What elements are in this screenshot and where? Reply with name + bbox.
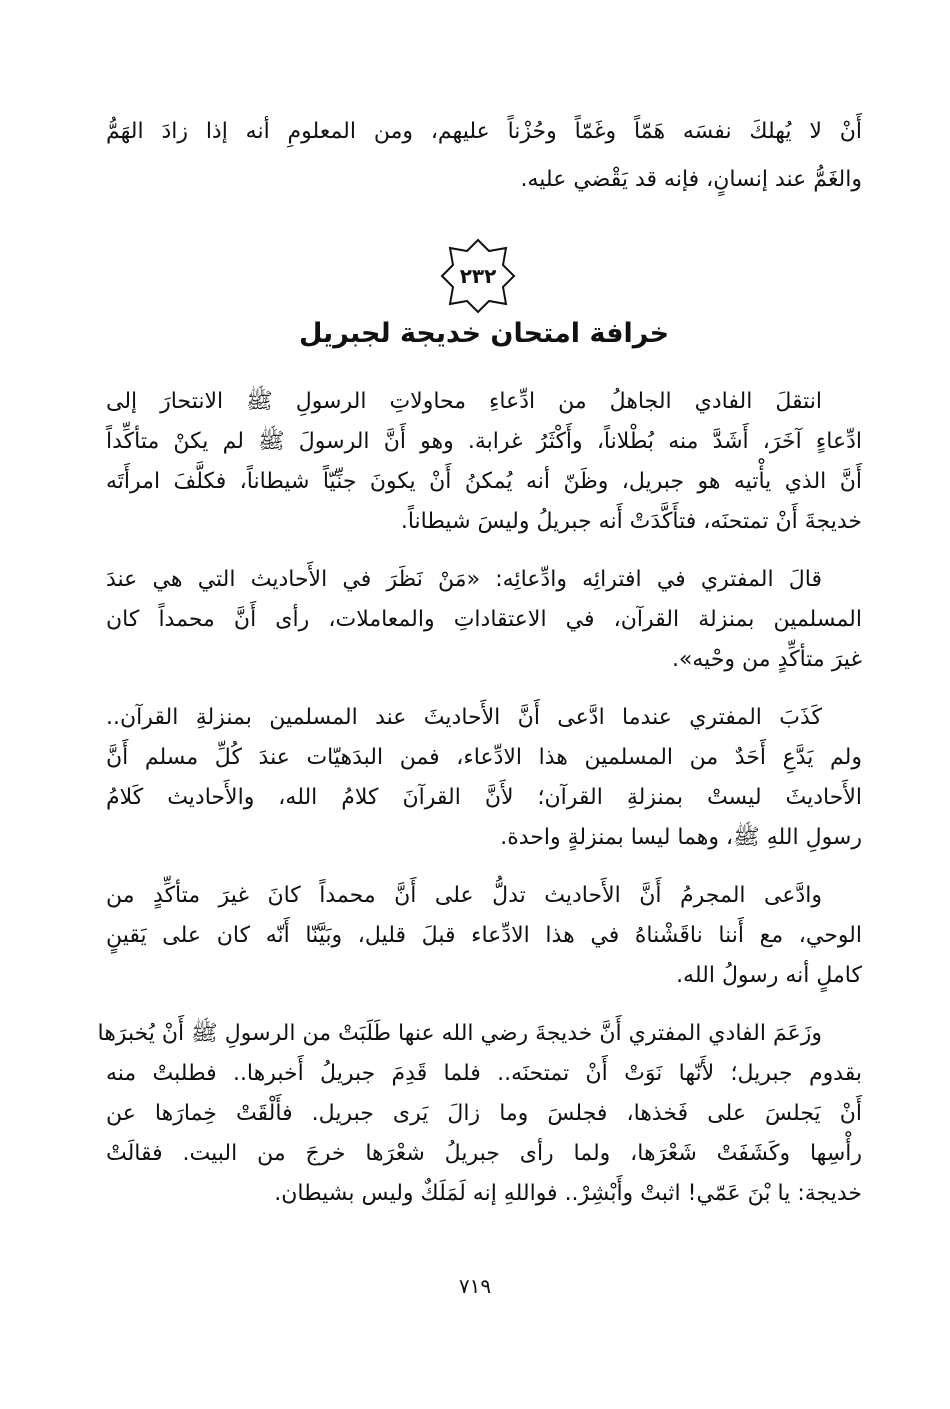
continuation-paragraph (106, 108, 862, 204)
text-line: كاملٍ أنه رسولُ الله. (676, 963, 862, 988)
paragraph (106, 560, 862, 680)
paragraph (106, 876, 862, 996)
text-line: والغَمُّ عند إنسانٍ، فإنه قد يَقْضي عليه. (520, 167, 862, 192)
text-line: المسلمين بمنزلة القرآن، في الاعتقاداتِ والمعاملات، رأى أَنَّ محمداً كان (106, 607, 862, 632)
section-number: ٢٣٢ (459, 264, 497, 288)
text-line: أَنَّ الذي يأْتيه هو جبريل، وظَنّ أنه يُمكنُ أَنْ يكونَ جنِّيّاً شيطاناً، فكلَّفَ امرأَتَه (106, 469, 862, 494)
text-line: وادَّعى المجرمُ أَنَّ الأَحاديث تدلُّ على أَنَّ محمداً كانَ غيرَ متأكِّدٍ من (106, 883, 822, 908)
text-line: خديجة: يا بْنَ عَمّي! اثبتْ وأَبْشِرْ.. فواللهِ إنه لَمَلَكٌ وليس بشيطان. (274, 1181, 862, 1206)
paragraph (106, 382, 862, 542)
text-line: كَذَبَ المفتري عندما ادَّعى أَنَّ الأَحاديثَ عند المسلمين بمنزلةِ القرآن.. (106, 705, 822, 730)
text-line: ادِّعاءٍ آخَرَ، أَشَدَّ منه بُطْلاناً، وأَكْثَرُ غرابة. وهو أَنَّ الرسولَ ﷺ لم يكنْ متأكِّداً (106, 429, 862, 454)
section-number-badge (438, 236, 518, 316)
text-line: ولم يَدَّعِ أَحَدٌ من المسلمين هذا الادِّعاء، فمن البدَهيّات عندَ كُلِّ مسلم أَنَّ (106, 745, 862, 770)
text-line: قالَ المفتري في افترائِه وادِّعائِه: «مَنْ نَظَرَ في الأَحاديث التي هي عندَ (106, 567, 822, 592)
text-line: رأْسِها وكَشَفَتْ شَعْرَها، ولما رأى جبريلُ شعْرَها خرجَ من البيت. فقالَتْ (106, 1141, 862, 1166)
text-line: غيرَ متأكِّدٍ من وحْيه». (671, 647, 862, 672)
page-number: ٧١٩ (458, 1274, 492, 1298)
text-line: الوحي، مع أَننا ناقَشْناهُ في هذا الادِّعاء قبلَ قليل، وبَيَّنّا أَنّه كان على يَقينٍ (106, 923, 862, 948)
text-line: الأَحاديثَ ليستْ بمنزلةِ القرآن؛ لأَنَّ القرآنَ كلامُ الله، والأَحاديث كَلامُ (106, 785, 862, 810)
text-line: أَنْ يَجلسَ على فَخذها، فجلسَ وما زالَ يَرى جبريل. فأَلْقَتْ خِمارَها عن (106, 1101, 862, 1126)
text-line: وزَعَمَ الفادي المفتري أَنَّ خديجةَ رضي الله عنها طَلَبَتْ من الرسولِ ﷺ أَنْ يُخبرَها (97, 1021, 822, 1046)
text-line: خديجةَ أَنْ تمتحنَه، فتأَكَّدَتْ أَنه جبريلُ وليسَ شيطاناً. (400, 509, 862, 534)
text-line: بقدوم جبريل؛ لأَنّها نَوَتْ أَنْ تمتحنَه.. فلما قَدِمَ جبريلُ أَخبرها.. فطلبتْ منه (106, 1061, 862, 1086)
paragraph (106, 698, 862, 858)
text-line: أَنْ لا يُهلكَ نفسَه هَمّاً وغَمّاً وحُزْناً عليهم، ومن المعلومِ أنه إذا زادَ الهَمُّ (106, 119, 862, 144)
body-text (97, 382, 862, 1232)
text-line: رسولِ اللهِ ﷺ، وهما ليسا بمنزلةٍ واحدة. (500, 825, 862, 850)
text-line: انتقلَ الفادي الجاهلُ من ادِّعاءِ محاولاتِ الرسولِ ﷺ الانتحارَ إلى (106, 389, 822, 414)
section-title: خرافة امتحان خديجة لجبريل (298, 318, 670, 349)
paragraph (97, 1014, 862, 1214)
